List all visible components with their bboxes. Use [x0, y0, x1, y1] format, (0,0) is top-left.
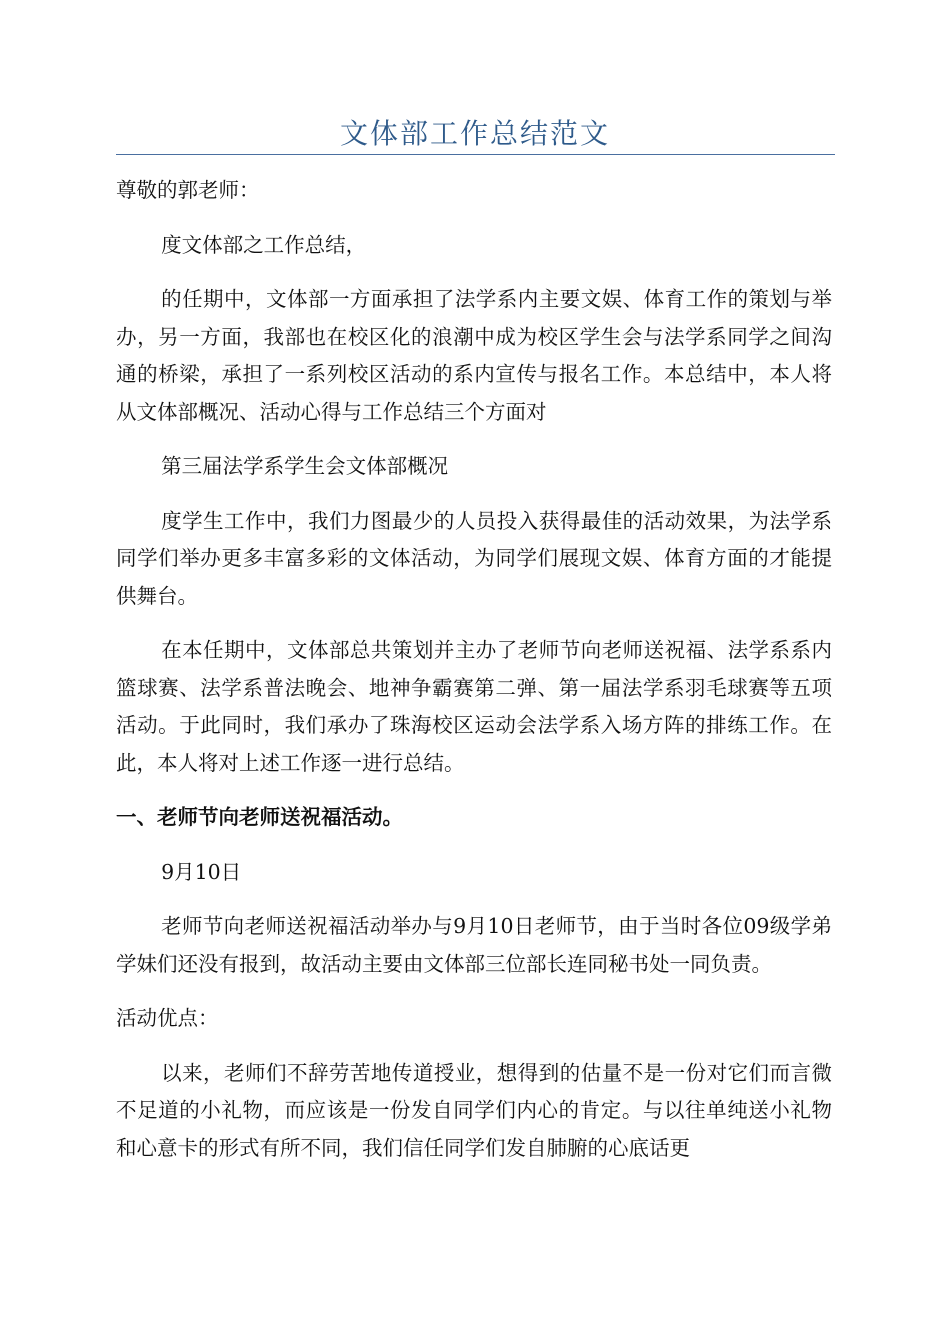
document-title: 文体部工作总结范文 [339, 117, 610, 150]
paragraph-advantages: 以来，老师们不辞劳苦地传道授业，想得到的估量不是一份对它们而言微不足道的小礼物，而应该是一份发自同学们内心的肯定。与以往单纯送小礼物和心意卡的形式有所不同，我们信任同学们发自肺腑的心底话更 [116, 1060, 832, 1160]
salutation: 尊敬的郭老师： [116, 178, 260, 202]
paragraph-activities: 在本任期中，文体部总共策划并主办了老师节向老师送祝福、法学系系内篮球赛、法学系普法晚会、地神争霸赛第二弹、第一届法学系羽毛球赛等五项活动。于此同时，我们承办了珠海校区运动会法学系入场方阵的排练工作。在此，本人将对上述工作逐一进行总结。 [116, 638, 832, 775]
date-line: 9月10日 [161, 859, 242, 884]
section-heading-1: 一、老师节向老师送祝福活动。 [116, 805, 403, 829]
title-underline [116, 154, 835, 155]
paragraph-intro: 度文体部之工作总结， [161, 232, 367, 257]
paragraph-work-goal: 度学生工作中，我们力图最少的人员投入获得最佳的活动效果，为法学系同学们举办更多丰富多彩的文体活动，为同学们展现文娱、体育方面的才能提供舞台。 [116, 508, 832, 608]
paragraph-term-overview: 的任期中，文体部一方面承担了法学系内主要文娱、体育工作的策划与举办，另一方面，我部也在校区化的浪潮中成为校区学生会与法学系同学之间沟通的桥梁，承担了一系列校区活动的系内宣传与报名工作。本总结中，本人将从文体部概况、活动心得与工作总结三个方面对 [116, 287, 832, 424]
document-body [116, 172, 832, 1184]
advantages-label: 活动优点： [116, 1006, 219, 1030]
paragraph-department-heading: 第三届法学系学生会文体部概况 [161, 454, 449, 478]
paragraph-section1: 老师节向老师送祝福活动举办与9月10日老师节，由于当时各位09级学弟学妹们还没有报到，故活动主要由文体部三位部长连同秘书处一同负责。 [116, 914, 832, 976]
